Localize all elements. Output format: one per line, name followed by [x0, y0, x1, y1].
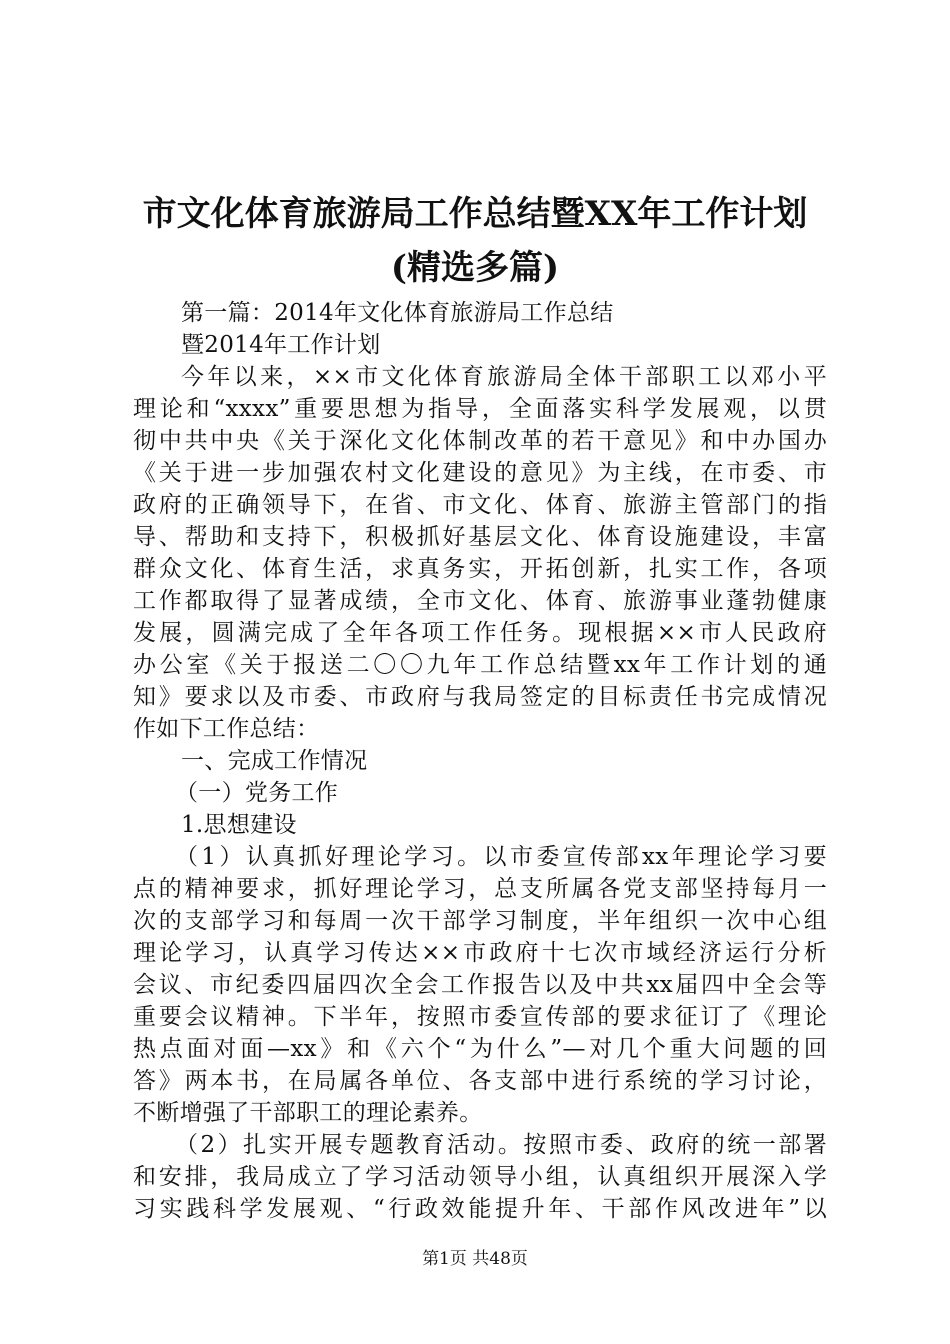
body-line: 工作都取得了显著成绩，全市文化、体育、旅游事业蓬勃健康: [133, 588, 827, 614]
body-line: 会议、市纪委四届四次全会工作报告以及中共xx届四中全会等: [133, 972, 827, 998]
section-heading-line2: 暨2014年工作计划: [181, 332, 381, 358]
body-line: 群众文化、体育生活，求真务实，开拓创新，扎实工作，各项: [133, 556, 827, 582]
body-line: 政府的正确领导下，在省、市文化、体育、旅游主管部门的指: [133, 492, 827, 518]
body-line: 理论学习，认真学习传达××市政府十七次市域经济运行分析: [133, 940, 827, 966]
body-line: 热点面对面—xx》和《六个“为什么”—对几个重大问题的回: [133, 1036, 827, 1062]
heading-level2: （一）党务工作: [175, 780, 339, 806]
body-line: 次的支部学习和每周一次干部学习制度，半年组织一次中心组: [133, 908, 827, 934]
body-line: 彻中共中央《关于深化文化体制改革的若干意见》和中办国办: [133, 428, 827, 454]
body-line: 《关于进一步加强农村文化建设的意见》为主线，在市委、市: [133, 460, 827, 486]
body-line: 习实践科学发展观、“行政效能提升年、干部作风改进年”以: [133, 1196, 827, 1222]
body-line: （2）扎实开展专题教育活动。按照市委、政府的统一部署: [175, 1132, 827, 1158]
page-number-footer: 第1页 共48页: [422, 1249, 528, 1269]
body-line: （1）认真抓好理论学习。以市委宣传部xx年理论学习要: [175, 844, 827, 870]
body-line: 办公室《关于报送二〇〇九年工作总结暨xx年工作计划的通: [133, 652, 827, 678]
body-line: 和安排，我局成立了学习活动领导小组，认真组织开展深入学: [133, 1164, 827, 1190]
body-line: 导、帮助和支持下，积极抓好基层文化、体育设施建设，丰富: [133, 524, 827, 550]
body-line: 答》两本书，在局属各单位、各支部中进行系统的学习讨论，: [133, 1068, 827, 1094]
section-heading-line1: 第一篇：2014年文化体育旅游局工作总结: [181, 300, 614, 326]
body-line: 发展，圆满完成了全年各项工作任务。现根据××市人民政府: [133, 620, 827, 646]
body-line: 作如下工作总结：: [133, 716, 320, 742]
body-line: 知》要求以及市委、市政府与我局签定的目标责任书完成情况: [133, 684, 827, 710]
document-title-line2: (精选多篇): [390, 248, 560, 288]
heading-level1: 一、完成工作情况: [181, 748, 368, 774]
body-line: 今年以来，××市文化体育旅游局全体干部职工以邓小平: [181, 364, 827, 390]
body-line: 不断增强了干部职工的理论素养。: [133, 1100, 483, 1126]
body-line: 理论和“xxxx”重要思想为指导，全面落实科学发展观，以贯: [133, 396, 827, 422]
document-title-line1: 市文化体育旅游局工作总结暨XX年工作计划: [142, 194, 808, 234]
body-line: 重要会议精神。下半年，按照市委宣传部的要求征订了《理论: [133, 1004, 827, 1030]
heading-level3: 1.思想建设: [181, 812, 297, 838]
body-line: 点的精神要求，抓好理论学习，总支所属各党支部坚持每月一: [133, 876, 827, 902]
